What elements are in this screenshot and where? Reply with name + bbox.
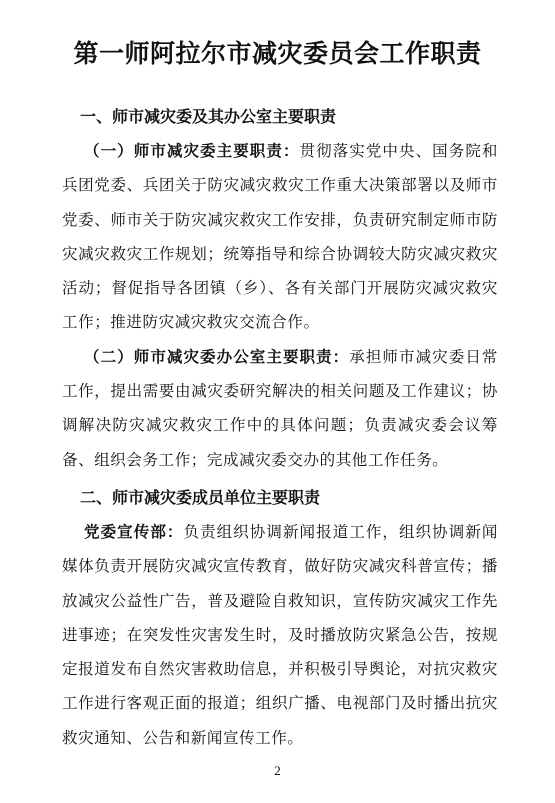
section-heading-1: 一、师市减灾委及其办公室主要职责 xyxy=(80,107,337,126)
paragraph-duties-office xyxy=(62,340,498,477)
section-heading-2: 二、师市减灾委成员单位主要职责 xyxy=(80,487,321,507)
document-body xyxy=(62,100,498,755)
paragraph-duties-committee xyxy=(62,134,498,340)
paragraph-duties-propaganda xyxy=(62,515,498,755)
paragraph-text: 承担师市减灾委日常工作，提出需要由减灾委研究解决的相关问题及工作建议；协调解决防灾减灾救灾工作中的具体问题；负责减灾委会议筹备、组织会务工作；完成减灾委交办的其他工作任务。 xyxy=(62,347,498,469)
paragraph-text: 贯彻落实党中央、国务院和兵团党委、兵团关于防灾减灾救灾工作重大决策部署以及师市党委、师市关于防灾减灾救灾工作安排，负责研究制定师市防灾减灾救灾工作规划；统筹指导和综合协调较大防灾减灾救灾活动；督促指导各团镇（乡）、各有关部门开展防灾减灾救灾工作；推进防灾减灾救灾交流合作。 xyxy=(62,142,498,332)
paragraph-lead: （二）师市减灾委办公室主要职责： xyxy=(84,347,350,366)
document-title: 第一师阿拉尔市减灾委员会工作职责 xyxy=(73,39,482,68)
paragraph-lead: 党委宣传部： xyxy=(84,522,184,541)
paragraph-text: 负责组织协调新闻报道工作，组织协调新闻媒体负责开展防灾减灾宣传教育，做好防灾减灾科普宣传；播放减灾公益性广告，普及避险自救知识，宣传防灾减灾工作先进事迹；在突发性灾害发生时，及时播放防灾紧急公告，按规定报道发布自然灾害救助信息，并积极引导舆论，对抗灾救灾工作进行客观正面的报道；组织广播、电视部门及时播出抗灾救灾通知、公告和新闻宣传工作。 xyxy=(62,522,498,747)
paragraph-lead: （一）师市减灾委主要职责： xyxy=(84,142,300,160)
page-number: 2 xyxy=(274,763,281,778)
